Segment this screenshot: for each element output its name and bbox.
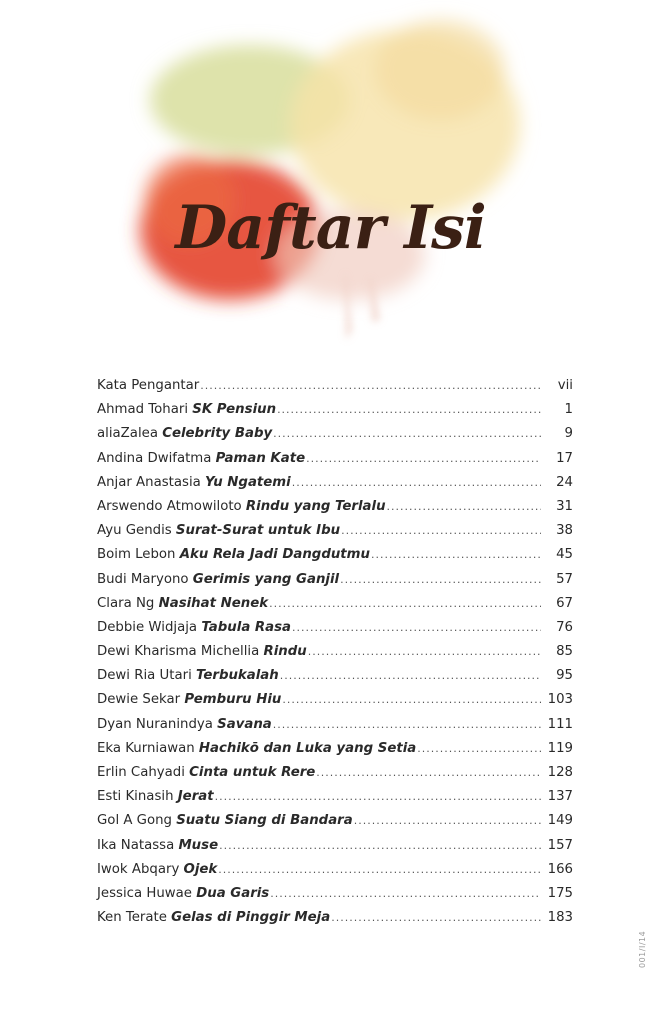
toc-entry-text (97, 447, 305, 471)
dot-leader (270, 882, 541, 906)
dot-leader (354, 809, 541, 833)
toc-entry-text (97, 785, 214, 809)
toc-entry-text (97, 592, 268, 616)
toc-entry (97, 374, 573, 398)
toc-page-number: 128 (547, 765, 573, 780)
toc-author: Clara Ng (97, 595, 159, 611)
toc-author: Boim Lebon (97, 547, 180, 563)
toc-page-number: 17 (556, 450, 573, 466)
toc-entry (97, 809, 573, 833)
toc-page-number: 1 (564, 402, 573, 418)
toc-author: Gol A Gong (97, 813, 177, 829)
toc-story-title: Hachikō dan Luka yang Setia (198, 740, 417, 756)
toc-entry-text (97, 858, 217, 882)
toc-story-title: Nasihat Nenek (158, 595, 269, 611)
toc-entry-text (97, 882, 269, 906)
toc-author: Dyan Nuranindya (97, 716, 218, 732)
table-of-contents (97, 374, 573, 930)
toc-story-title: Celebrity Baby (162, 426, 273, 442)
toc-entry (97, 761, 573, 785)
toc-story-title: Gerimis yang Ganjil (192, 571, 340, 587)
toc-page-number: 24 (556, 474, 573, 490)
dot-leader (282, 688, 541, 712)
toc-entry (97, 447, 573, 471)
dot-leader (200, 374, 541, 398)
watercolor-splash (0, 0, 661, 360)
toc-page-number: 38 (556, 523, 573, 539)
toc-entry (97, 737, 573, 761)
toc-story-title: Gelas di Pinggir Meja (171, 910, 331, 926)
toc-page-number: 57 (556, 571, 573, 587)
dot-leader (306, 447, 541, 471)
toc-author: Kata Pengantar (97, 378, 200, 393)
toc-story-title: Pemburu Hiu (184, 692, 282, 708)
toc-author: Jessica Huwae (97, 885, 197, 901)
dot-leader (340, 568, 541, 592)
toc-entry-text (97, 519, 340, 543)
toc-story-title: Suatu Siang di Bandara (176, 813, 353, 829)
toc-entry (97, 858, 573, 882)
toc-story-title: Yu Ngatemi (205, 474, 291, 490)
toc-entry-text (97, 543, 370, 567)
toc-page-number: 103 (547, 692, 573, 708)
toc-page-number: 183 (547, 910, 573, 926)
dot-leader (308, 640, 541, 664)
toc-story-title: Surat-Surat untuk Ibu (175, 523, 341, 539)
dot-leader (292, 616, 541, 640)
toc-entry (97, 543, 573, 567)
toc-entry-text (97, 398, 276, 422)
toc-entry (97, 398, 573, 422)
toc-author: Dewie Sekar (97, 692, 185, 708)
toc-entry (97, 785, 573, 809)
dot-leader (331, 906, 541, 930)
dot-leader (371, 543, 541, 567)
toc-entry (97, 519, 573, 543)
toc-author: Esti Kinasih (97, 789, 178, 805)
toc-entry-text (97, 834, 218, 858)
toc-page-number: 111 (547, 716, 573, 732)
toc-story-title: Rindu (263, 644, 307, 660)
dot-leader (273, 422, 541, 446)
toc-author: Ika Natassa (97, 837, 179, 853)
toc-story-title: Dua Garis (196, 885, 270, 901)
toc-entry-text (97, 761, 315, 785)
toc-entry (97, 592, 573, 616)
toc-entry (97, 906, 573, 930)
toc-entry-text (97, 713, 272, 737)
toc-story-title: Savana (217, 716, 272, 732)
dot-leader (219, 834, 541, 858)
toc-story-title: Aku Rela Jadi Dangdutmu (179, 547, 370, 563)
toc-entry-text (97, 422, 272, 446)
toc-page-number: 45 (556, 547, 573, 563)
dot-leader (417, 737, 541, 761)
toc-author: Ayu Gendis (97, 523, 176, 539)
toc-author: aliaZalea (97, 426, 163, 442)
dot-leader (292, 471, 541, 495)
page-code: 001/I/14 (638, 930, 647, 968)
toc-entry (97, 568, 573, 592)
dot-leader (316, 761, 541, 785)
toc-entry-text (97, 471, 291, 495)
toc-entry (97, 471, 573, 495)
toc-story-title: Muse (178, 837, 219, 853)
toc-story-title: Rindu yang Terlalu (245, 498, 386, 514)
toc-entry-text (97, 809, 353, 833)
toc-author: Ken Terate (97, 910, 172, 926)
toc-entry (97, 616, 573, 640)
toc-story-title: Tabula Rasa (201, 619, 292, 635)
toc-page-number: vii (557, 378, 573, 393)
toc-author: Debbie Widjaja (97, 619, 202, 635)
toc-page-number: 175 (547, 885, 573, 901)
toc-entry-text (97, 688, 281, 712)
dot-leader (280, 664, 541, 688)
toc-page-number: 119 (547, 740, 573, 756)
toc-entry (97, 495, 573, 519)
toc-author: Eka Kurniawan (97, 740, 199, 756)
toc-entry (97, 688, 573, 712)
toc-entry (97, 664, 573, 688)
toc-entry-text (97, 568, 339, 592)
toc-page-number: 9 (564, 426, 573, 442)
toc-story-title: Paman Kate (215, 450, 306, 466)
toc-entry-text (97, 495, 386, 519)
toc-page-number: 67 (556, 595, 573, 611)
toc-story-title: Terbukalah (196, 668, 279, 684)
toc-page-number: 85 (556, 644, 573, 660)
page-title: Daftar Isi (175, 193, 486, 263)
toc-entry-text (97, 906, 330, 930)
toc-entry (97, 713, 573, 737)
toc-page-number: 166 (547, 861, 573, 877)
toc-page-number: 157 (547, 837, 573, 853)
dot-leader (387, 495, 541, 519)
toc-author: Iwok Abqary (97, 861, 184, 877)
toc-page-number: 76 (556, 619, 573, 635)
toc-author: Arswendo Atmowiloto (97, 498, 246, 514)
dot-leader (273, 713, 541, 737)
toc-page-number: 31 (556, 498, 573, 514)
toc-entry-text (97, 737, 416, 761)
toc-page-number: 149 (547, 813, 573, 829)
toc-entry (97, 882, 573, 906)
toc-entry-text (97, 664, 279, 688)
toc-author: Budi Maryono (97, 571, 193, 587)
toc-entry (97, 834, 573, 858)
toc-story-title: Cinta untuk Rere (189, 765, 316, 780)
toc-story-title: SK Pensiun (192, 402, 277, 418)
dot-leader (218, 858, 541, 882)
toc-author: Anjar Anastasia (97, 474, 206, 490)
toc-story-title: Jerat (177, 789, 214, 805)
dot-leader (341, 519, 541, 543)
toc-entry-text (97, 374, 199, 398)
toc-story-title: Ojek (183, 861, 218, 877)
toc-author: Dewi Kharisma Michellia (97, 644, 264, 660)
toc-author: Erlin Cahyadi (97, 765, 190, 780)
toc-author: Dewi Ria Utari (97, 668, 197, 684)
toc-entry (97, 422, 573, 446)
toc-entry-text (97, 616, 291, 640)
toc-author: Ahmad Tohari (97, 402, 193, 418)
dot-leader (277, 398, 541, 422)
dot-leader (269, 592, 541, 616)
toc-entry-text (97, 640, 307, 664)
dot-leader (215, 785, 541, 809)
toc-entry (97, 640, 573, 664)
toc-author: Andina Dwifatma (97, 450, 216, 466)
toc-page-number: 137 (547, 789, 573, 805)
toc-page-number: 95 (556, 668, 573, 684)
